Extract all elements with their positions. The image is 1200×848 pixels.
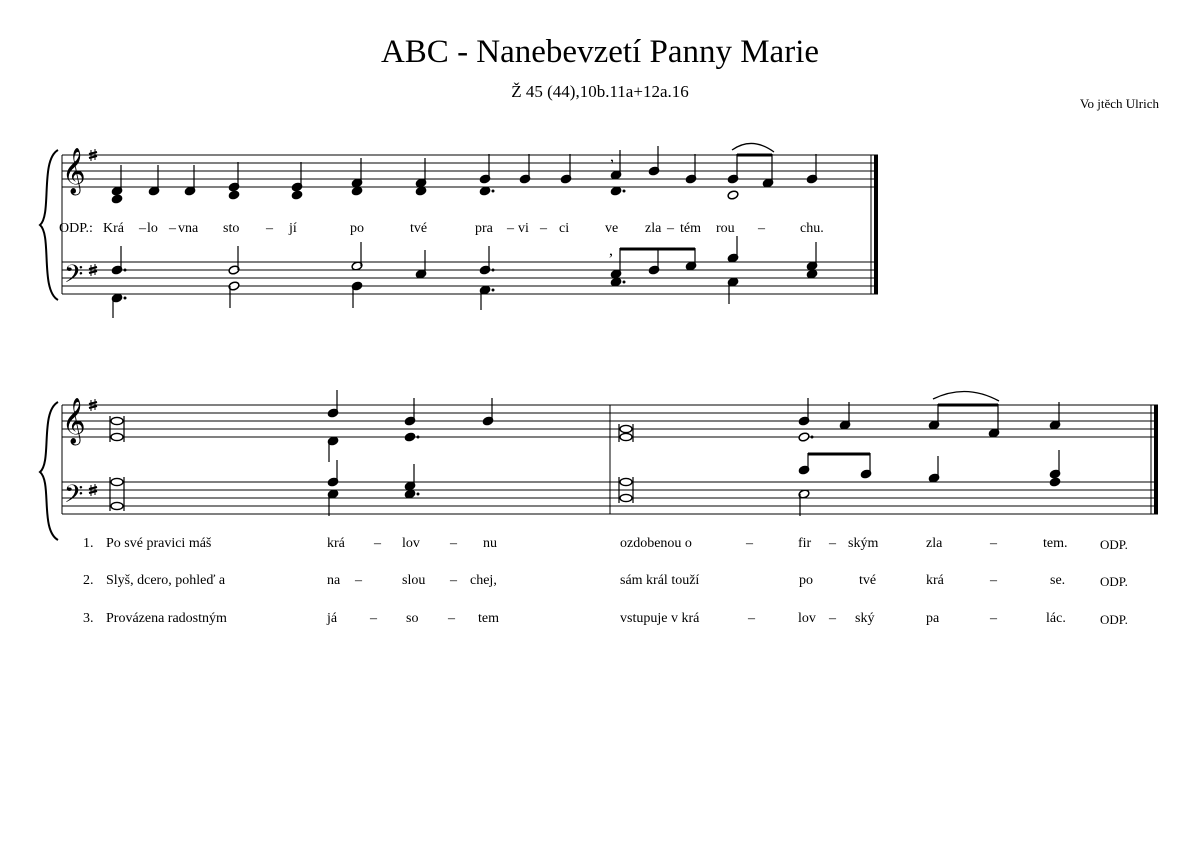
lyric-syllable: po — [799, 573, 813, 588]
verse-text: sám král touží — [620, 573, 700, 588]
lyric-syllable: tvé — [859, 573, 877, 588]
lyric-syllable: tem. — [1043, 536, 1068, 551]
verse-text: Po své pravici máš — [106, 536, 212, 551]
lyric-hyphen: – — [266, 221, 273, 236]
lyric-hyphen: – — [507, 221, 514, 236]
bass-clef-icon: 𝄢 — [64, 260, 84, 295]
lyric-hyphen: – — [667, 221, 674, 236]
treble-notes — [327, 408, 1061, 446]
breath-mark-icon: , — [610, 148, 614, 165]
breath-mark-icon: , — [609, 242, 613, 259]
lyric-syllable: chej, — [470, 573, 497, 588]
verse-number: 3. — [83, 611, 94, 626]
system-2 — [40, 390, 1158, 540]
lyric-syllable: ským — [848, 536, 879, 551]
slur — [732, 143, 774, 152]
lyric-syllable: na — [327, 573, 341, 588]
treble-stems — [121, 146, 816, 191]
treble-clef-icon: 𝄞 — [62, 148, 86, 194]
lyric-hyphen: – — [748, 611, 755, 626]
treble-clef-icon: 𝄞 — [62, 398, 86, 444]
verse-text: Provázena radostným — [106, 611, 227, 626]
lyric-syllable: lov — [402, 536, 420, 551]
slur — [933, 391, 999, 401]
lyric-syllable: krá — [327, 536, 345, 551]
lyric-syllable: krá — [926, 573, 944, 588]
lyric-hyphen: – — [540, 221, 547, 236]
system-1 — [40, 143, 878, 318]
lyric-syllable: ský — [855, 611, 875, 626]
lyric-syllable: tem — [478, 611, 499, 626]
lyric-syllable: chu. — [800, 221, 824, 236]
verse-text: ozdobenou o — [620, 536, 692, 551]
lyric-syllable: lov — [798, 611, 816, 626]
lyric-syllable: po — [350, 221, 364, 236]
refrain-label: ODP.: — [59, 221, 93, 236]
lyric-hyphen: – — [450, 536, 457, 551]
lyric-hyphen: – — [448, 611, 455, 626]
lyric-syllable: slou — [402, 573, 426, 588]
lyric-hyphen: – — [370, 611, 377, 626]
lyric-syllable: lo — [147, 221, 158, 236]
lyric-syllable: nu — [483, 536, 497, 551]
refrain-cue: ODP. — [1100, 574, 1128, 589]
lyric-syllable: so — [406, 611, 419, 626]
refrain-cue: ODP. — [1100, 537, 1128, 552]
psalm-reference: Ž 45 (44),10b.11a+12a.16 — [511, 82, 689, 101]
lyric-syllable: rou — [716, 221, 735, 236]
lyric-syllable: zla — [926, 536, 943, 551]
grand-staff-brace — [40, 150, 58, 300]
verse-text: vstupuje v krá — [620, 611, 700, 626]
breve-notes — [111, 417, 632, 509]
lyric-hyphen: – — [829, 611, 836, 626]
lyric-syllable: ve — [605, 221, 619, 236]
composer-name: Vo jtěch Ulrich — [1079, 96, 1159, 111]
lyric-hyphen: – — [169, 221, 176, 236]
lyric-syllable: lác. — [1046, 611, 1066, 626]
lyric-syllable: já — [327, 611, 338, 626]
lyric-syllable: zla — [645, 221, 662, 236]
verse-number: 2. — [83, 573, 94, 588]
verse-number: 1. — [83, 536, 94, 551]
lyric-hyphen: – — [450, 573, 457, 588]
lyric-hyphen: – — [139, 221, 146, 236]
verse-text: Slyš, dcero, pohleď a — [106, 573, 226, 588]
lyric-hyphen: – — [746, 536, 753, 551]
bass-stems — [113, 236, 816, 318]
lyric-syllable: tém — [680, 221, 701, 236]
treble-notes — [111, 166, 818, 204]
refrain-cue: ODP. — [1100, 612, 1128, 627]
lyric-hyphen: – — [990, 611, 997, 626]
lyric-syllable: Krá — [103, 221, 124, 236]
lyric-hyphen: – — [374, 536, 381, 551]
lyric-hyphen: – — [990, 536, 997, 551]
lyric-syllable: pa — [926, 611, 940, 626]
lyric-syllable: fir — [798, 536, 812, 551]
bass-clef-icon: 𝄢 — [64, 480, 84, 515]
score-title: ABC - Nanebevzetí Panny Marie — [380, 34, 820, 70]
lyric-hyphen: – — [829, 536, 836, 551]
bass-staff — [62, 262, 878, 294]
treble-staff — [62, 155, 878, 187]
lyric-hyphen: – — [758, 221, 765, 236]
lyric-syllable: sto — [223, 221, 240, 236]
lyric-syllable: vi — [518, 221, 529, 236]
lyric-syllable: tvé — [410, 221, 428, 236]
lyric-hyphen: – — [355, 573, 362, 588]
lyric-syllable: se. — [1050, 573, 1066, 588]
lyric-syllable: vna — [178, 221, 199, 236]
lyric-syllable: pra — [475, 221, 493, 236]
lyric-hyphen: – — [990, 573, 997, 588]
lyric-syllable: jí — [289, 221, 297, 236]
grand-staff-brace — [40, 402, 58, 540]
lyric-syllable: ci — [559, 221, 570, 236]
